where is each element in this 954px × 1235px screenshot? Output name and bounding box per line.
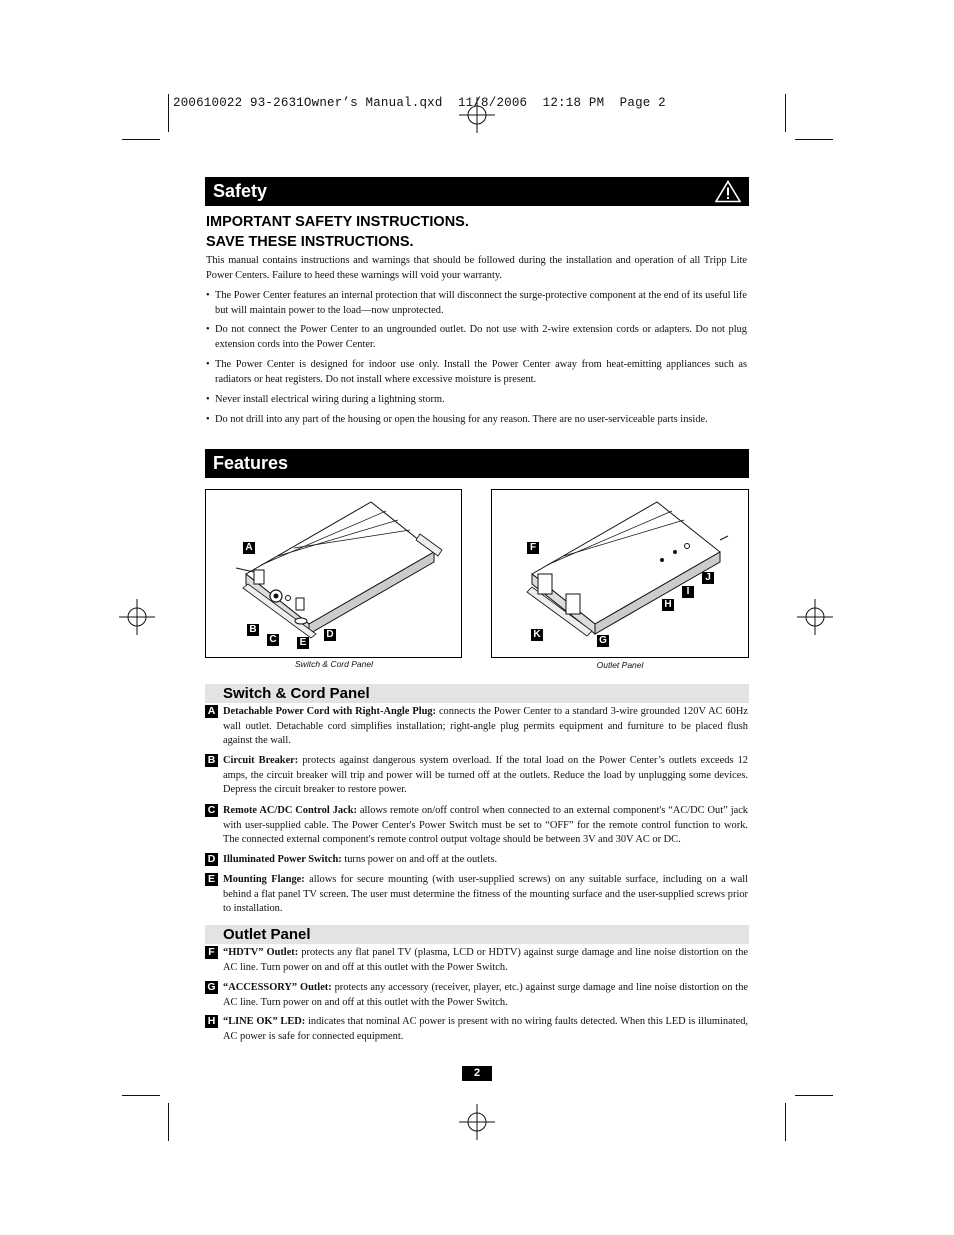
crop-mark — [795, 139, 833, 140]
callout-label: A — [243, 542, 255, 554]
crop-mark — [168, 1103, 169, 1141]
outlet-panel-figure — [491, 489, 749, 658]
feature-letter-badge: B — [205, 754, 218, 767]
feature-letter-badge: G — [205, 981, 218, 994]
registration-mark-icon — [797, 599, 833, 635]
print-slug-line: 200610022 93-2631Owner’s Manual.qxd 11/8/2006 12:18 PM Page 2 — [173, 96, 666, 110]
callout-label: J — [702, 572, 714, 584]
callout-label: D — [324, 629, 336, 641]
feature-item: B Circuit Breaker: protects against dangerous system overload. If the total load on the Power Center’s outlets exceeds 12 amps, the circuit breaker will trip and power will be turned off at the outlets. Reduce the load by unplugging some devices. Depress the circuit breaker to restore power. — [205, 754, 748, 798]
crop-mark — [795, 1095, 833, 1096]
safety-bullet: • Do not connect the Power Center to an ungrounded outlet. Do not use with 2-wire extension cords or adapters. Do not plug extension cords into the Power Center. — [206, 324, 747, 350]
safety-intro: This manual contains instructions and warnings that should be followed during the installation and operation of all Tripp Lite Power Centers. Failure to heed these warnings will void your warranty. — [206, 255, 747, 281]
feature-letter-badge: H — [205, 1015, 218, 1028]
outlet-panel-header: Outlet Panel — [205, 925, 749, 944]
feature-item: D Illuminated Power Switch: turns power on and off at the outlets. — [205, 853, 748, 868]
safety-bullet: • Never install electrical wiring during a lightning storm. — [206, 394, 445, 405]
safety-section-bar — [205, 177, 749, 206]
feature-letter-badge: A — [205, 705, 218, 718]
crop-mark — [122, 1095, 160, 1096]
crop-mark — [785, 94, 786, 132]
features-title: Features — [213, 453, 289, 473]
warning-triangle-icon — [715, 180, 741, 203]
registration-mark-icon — [119, 599, 155, 635]
features-section-bar — [205, 449, 749, 478]
switch-cord-panel-caption: Switch & Cord Panel — [295, 659, 373, 669]
crop-mark — [785, 1103, 786, 1141]
feature-item: C Remote AC/DC Control Jack: allows remote on/off control when connected to an external component's “AC/DC Out” jack with user-supplied cable. The Power Center's Power Switch must be set to “OFF” for the remote control function to work. The connected external component's remote control output voltage should be between 3V and 30V AC or DC. — [205, 804, 748, 848]
feature-letter-badge: F — [205, 946, 218, 959]
registration-mark-icon — [459, 1104, 495, 1140]
callout-label: I — [682, 586, 694, 598]
feature-item: F “HDTV” Outlet: protects any flat panel TV (plasma, LCD or HDTV) against surge damage and line noise distortion on the AC line. Turn power on and off at this outlet with the Power Switch. — [205, 946, 748, 975]
outlet-panel-caption: Outlet Panel — [596, 660, 644, 670]
crop-mark — [168, 94, 169, 132]
callout-label: G — [597, 635, 609, 647]
callout-label: C — [267, 634, 279, 646]
switch-cord-panel-figure — [205, 489, 462, 658]
callout-label: H — [662, 599, 674, 611]
safety-title: Safety — [213, 181, 268, 201]
callout-label: E — [297, 637, 309, 649]
feature-item: A Detachable Power Cord with Right-Angle Plug: connects the Power Center to a standard 3-wire grounded 120V AC 60Hz wall outlet. Detachable cord simplifies installation; right-angle plug permits equipment and furniture to be placed flush against the wall. — [205, 705, 748, 749]
callout-label: F — [527, 542, 539, 554]
feature-letter-badge: C — [205, 804, 218, 817]
callout-label: B — [247, 624, 259, 636]
feature-item: G “ACCESSORY” Outlet: protects any accessory (receiver, player, etc.) against surge damage and line noise distortion on the AC line. Turn power on and off at this outlet with the Power Switch. — [205, 981, 748, 1010]
safety-heading: IMPORTANT SAFETY INSTRUCTIONS. SAVE THESE INSTRUCTIONS. — [206, 214, 469, 250]
feature-letter-badge: E — [205, 873, 218, 886]
safety-bullet: • The Power Center is designed for indoor use only. Install the Power Center away from heat-emitting appliances such as radiators or heat registers. Do not install where excessive moisture is present. — [206, 359, 747, 385]
page-number: 2 — [462, 1066, 492, 1081]
safety-bullet: • The Power Center features an internal protection that will disconnect the surge-protective component at the end of its useful life but will maintain power to the load—now unprotected. — [206, 290, 747, 316]
crop-mark — [122, 139, 160, 140]
feature-letter-badge: D — [205, 853, 218, 866]
feature-item: H “LINE OK” LED: indicates that nominal AC power is present with no wiring faults detected. When this LED is illuminated, AC power is safe for connected equipment. — [205, 1015, 748, 1044]
callout-label: K — [531, 629, 543, 641]
safety-bullet: • Do not drill into any part of the housing or open the housing for any reason. There are no user-serviceable parts inside. — [206, 414, 708, 425]
switch-cord-panel-header: Switch & Cord Panel — [205, 684, 749, 703]
feature-item: E Mounting Flange: allows for secure mounting (with user-supplied screws) on any suitable surface, including on a wall behind a flat panel TV screen. The user must determine the fitness of the mounting surface and the user-supplied screws prior to installation. — [205, 873, 748, 917]
